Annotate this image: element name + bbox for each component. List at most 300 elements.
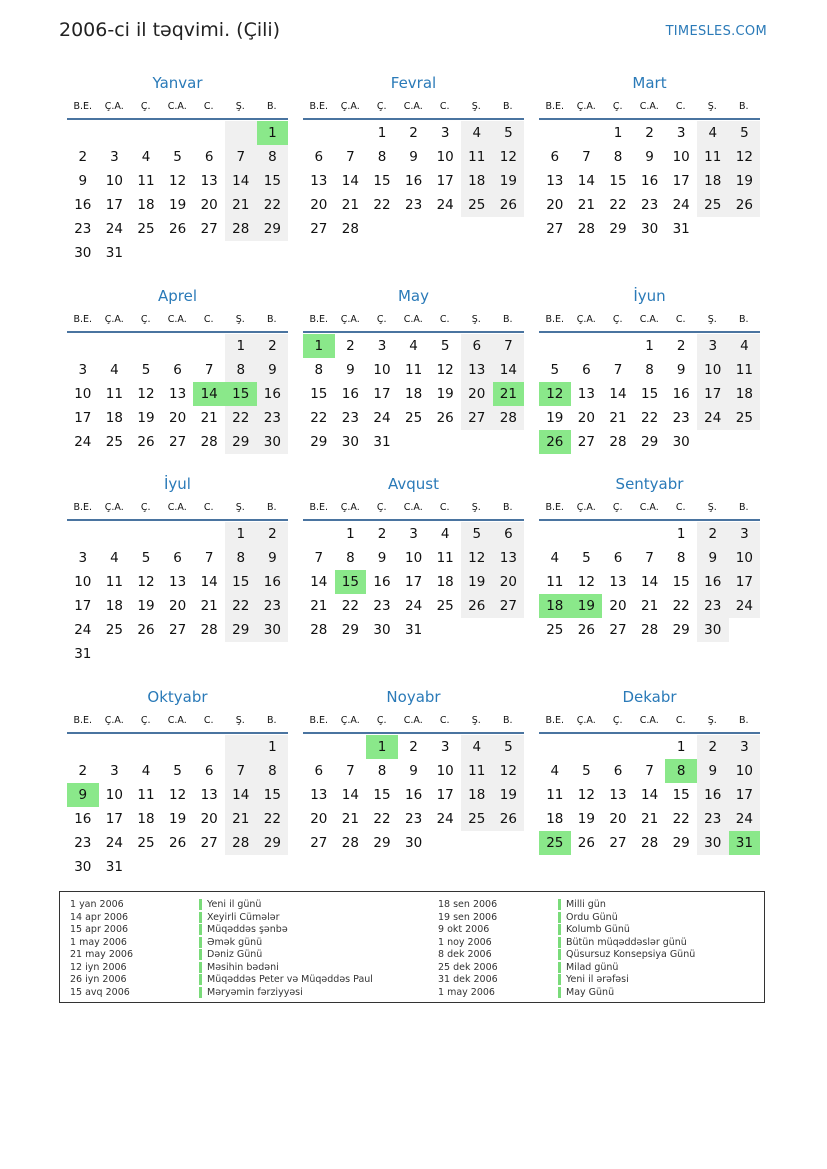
- legend-date: 1 yan 2006: [70, 899, 124, 910]
- day-cell: 24: [436, 811, 454, 827]
- weekday-label: B.E.: [73, 715, 93, 726]
- day-cell: 12: [493, 145, 525, 169]
- day-cell: 28: [200, 434, 218, 450]
- day-cell: 9: [697, 546, 729, 570]
- day-cell: 3: [110, 149, 119, 165]
- day-cell: 5: [493, 735, 525, 759]
- legend-holiday-name: Xeyirli Cümələr: [199, 912, 373, 925]
- weekday-label: B.: [502, 502, 513, 513]
- day-cell: 13: [546, 173, 564, 189]
- day-cell: 21: [200, 410, 218, 426]
- weekday-label: Ç.: [140, 314, 151, 325]
- weekday-label: Ç.A.: [104, 314, 124, 325]
- day-cell: 6: [613, 763, 623, 779]
- day-cell: 25: [137, 835, 155, 851]
- day-cell: 10: [373, 362, 391, 378]
- empty-day-cell: [571, 121, 603, 145]
- day-cell: 26: [729, 193, 761, 217]
- day-cell: 18: [461, 169, 493, 193]
- day-cell: 21: [640, 811, 659, 827]
- day-cell: 21: [341, 197, 359, 213]
- month-block: [303, 70, 524, 241]
- weekday-label: C.: [203, 502, 214, 513]
- day-cell: 14: [577, 173, 595, 189]
- day-cell: 3: [440, 739, 450, 755]
- day-cell: 7: [645, 550, 654, 566]
- holiday-day-cell: 12: [539, 382, 571, 406]
- day-cell: 10: [672, 149, 690, 165]
- legend-dates-left: [70, 899, 133, 999]
- month-name: May: [397, 287, 429, 305]
- day-cell: 24: [697, 406, 729, 430]
- day-cell: 1: [676, 739, 686, 755]
- day-cell: 16: [74, 811, 92, 827]
- day-grid: [67, 734, 288, 879]
- day-cell: 19: [436, 386, 454, 402]
- day-cell: 20: [577, 410, 595, 426]
- day-cell: 1: [613, 125, 623, 141]
- month-block: [67, 471, 288, 666]
- day-cell: 10: [729, 759, 761, 783]
- day-cell: 13: [310, 173, 328, 189]
- day-cell: 16: [257, 382, 289, 406]
- legend-date: 26 iyn 2006: [70, 974, 127, 985]
- weekday-label: B.: [266, 101, 277, 112]
- day-cell: 10: [74, 574, 92, 590]
- weekday-label: Ç.: [612, 314, 623, 325]
- day-cell: 29: [225, 618, 257, 642]
- empty-day-cell: [67, 121, 99, 145]
- day-cell: 13: [461, 358, 493, 382]
- day-cell: 4: [550, 550, 560, 566]
- day-cell: 26: [436, 410, 454, 426]
- day-cell: 19: [493, 783, 525, 807]
- day-cell: 29: [640, 434, 659, 450]
- holiday-day-cell: 15: [225, 382, 257, 406]
- day-cell: 11: [461, 759, 493, 783]
- legend-date: 25 dek 2006: [438, 961, 498, 973]
- day-cell: 3: [676, 125, 686, 141]
- month-name: İyul: [164, 475, 191, 493]
- legend-marker: [199, 962, 202, 973]
- empty-day-cell: [162, 121, 194, 145]
- day-grid: [67, 120, 288, 265]
- empty-day-cell: [99, 334, 131, 358]
- day-cell: 15: [310, 386, 328, 402]
- empty-day-cell: [539, 121, 571, 145]
- day-cell: 30: [257, 618, 289, 642]
- holiday-day-cell: 9: [67, 783, 99, 807]
- day-cell: 13: [609, 574, 627, 590]
- day-cell: 16: [697, 783, 729, 807]
- day-cell: 23: [640, 197, 659, 213]
- month-block: [539, 70, 760, 241]
- weekday-label: B.E.: [545, 101, 565, 112]
- day-grid: [303, 333, 524, 454]
- day-cell: 20: [168, 410, 187, 426]
- day-cell: 23: [404, 197, 423, 213]
- legend-marker: [199, 924, 202, 935]
- day-cell: 23: [257, 406, 289, 430]
- day-cell: 7: [225, 145, 257, 169]
- weekday-label: B.E.: [545, 314, 565, 325]
- weekday-label: Ş.: [471, 101, 481, 112]
- weekday-label: C.: [439, 314, 450, 325]
- day-cell: 14: [341, 787, 359, 803]
- day-cell: 2: [78, 763, 88, 779]
- day-cell: 27: [609, 622, 627, 638]
- day-cell: 9: [346, 362, 355, 378]
- day-cell: 24: [105, 835, 123, 851]
- empty-day-cell: [130, 735, 162, 759]
- day-cell: 23: [257, 594, 289, 618]
- day-cell: 22: [373, 197, 391, 213]
- weekday-label: C.A.: [167, 101, 187, 112]
- day-cell: 21: [640, 598, 659, 614]
- weekday-label: B.E.: [309, 502, 329, 513]
- day-cell: 20: [493, 570, 525, 594]
- day-cell: 9: [409, 149, 418, 165]
- day-cell: 21: [577, 197, 595, 213]
- day-cell: 17: [436, 173, 454, 189]
- day-grid: [67, 333, 288, 454]
- day-cell: 19: [168, 811, 187, 827]
- day-cell: 30: [341, 434, 359, 450]
- day-cell: 6: [204, 149, 214, 165]
- day-cell: 26: [577, 835, 595, 851]
- day-cell: 19: [493, 169, 525, 193]
- day-cell: 3: [110, 763, 119, 779]
- weekday-label: C.A.: [167, 314, 187, 325]
- day-cell: 13: [200, 173, 218, 189]
- day-cell: 4: [729, 334, 761, 358]
- day-cell: 20: [609, 598, 627, 614]
- weekday-label: Ç.: [140, 715, 151, 726]
- holiday-day-cell: 8: [665, 759, 697, 783]
- day-cell: 25: [105, 434, 123, 450]
- day-cell: 21: [225, 807, 257, 831]
- legend-date: 8 dek 2006: [438, 949, 492, 960]
- month-name: Oktyabr: [147, 688, 208, 706]
- day-cell: 20: [461, 382, 493, 406]
- weekday-header: [539, 96, 760, 120]
- day-cell: 27: [200, 835, 218, 851]
- day-cell: 18: [137, 811, 155, 827]
- day-cell: 3: [440, 125, 450, 141]
- day-cell: 19: [461, 570, 493, 594]
- day-cell: 29: [310, 434, 328, 450]
- day-cell: 30: [697, 618, 729, 642]
- day-cell: 7: [493, 334, 525, 358]
- day-cell: 12: [137, 386, 155, 402]
- weekday-label: Ç.: [612, 502, 623, 513]
- day-cell: 10: [105, 173, 123, 189]
- legend-marker: [199, 974, 202, 985]
- day-cell: 24: [74, 622, 92, 638]
- day-cell: 17: [404, 574, 423, 590]
- day-cell: 16: [341, 386, 359, 402]
- month-block: [539, 684, 760, 855]
- holiday-day-cell: 14: [193, 382, 225, 406]
- day-cell: 22: [257, 807, 289, 831]
- day-cell: 7: [225, 759, 257, 783]
- month-name: Noyabr: [386, 688, 441, 706]
- weekday-label: C.: [675, 101, 686, 112]
- day-grid: [539, 333, 760, 454]
- month-name: Sentyabr: [615, 475, 684, 493]
- day-cell: 28: [577, 221, 595, 237]
- day-cell: 22: [257, 193, 289, 217]
- day-cell: 14: [341, 173, 359, 189]
- day-cell: 29: [373, 835, 391, 851]
- day-cell: 9: [257, 358, 289, 382]
- day-cell: 30: [74, 245, 92, 261]
- weekday-label: C.A.: [403, 502, 423, 513]
- day-grid: [539, 120, 760, 241]
- day-cell: 16: [640, 173, 659, 189]
- day-cell: 11: [697, 145, 729, 169]
- day-cell: 12: [137, 574, 155, 590]
- day-cell: 16: [697, 570, 729, 594]
- empty-day-cell: [571, 735, 603, 759]
- day-cell: 15: [373, 173, 391, 189]
- day-cell: 14: [225, 783, 257, 807]
- day-cell: 24: [404, 598, 423, 614]
- legend-holiday-name: Dəniz Günü: [199, 949, 373, 962]
- day-cell: 1: [225, 334, 257, 358]
- legend-marker: [558, 962, 561, 973]
- weekday-label: B.E.: [309, 715, 329, 726]
- day-cell: 8: [377, 763, 387, 779]
- legend-date: 15 avq 2006: [70, 986, 130, 998]
- day-cell: 9: [409, 763, 418, 779]
- day-cell: 29: [257, 217, 289, 241]
- day-cell: 22: [310, 410, 328, 426]
- day-cell: 5: [729, 121, 761, 145]
- day-cell: 12: [461, 546, 493, 570]
- empty-day-cell: [634, 522, 666, 546]
- day-cell: 1: [346, 526, 355, 542]
- day-cell: 7: [204, 362, 214, 378]
- weekday-label: B.: [266, 715, 277, 726]
- day-cell: 9: [676, 362, 686, 378]
- day-cell: 4: [110, 362, 119, 378]
- empty-day-cell: [99, 522, 131, 546]
- day-cell: 11: [137, 173, 155, 189]
- day-cell: 2: [257, 334, 289, 358]
- weekday-header: [539, 309, 760, 333]
- day-cell: 5: [440, 338, 450, 354]
- day-cell: 15: [609, 173, 627, 189]
- legend-date: 9 okt 2006: [438, 924, 490, 935]
- weekday-header: [539, 497, 760, 521]
- weekday-label: B.E.: [73, 101, 93, 112]
- weekday-label: C.A.: [639, 314, 659, 325]
- weekday-header: [67, 96, 288, 120]
- day-cell: 27: [168, 434, 187, 450]
- day-cell: 13: [168, 386, 187, 402]
- day-cell: 16: [257, 570, 289, 594]
- legend-date: 15 apr 2006: [70, 924, 129, 935]
- day-cell: 30: [672, 434, 690, 450]
- day-cell: 23: [672, 410, 690, 426]
- empty-day-cell: [539, 334, 571, 358]
- day-cell: 7: [645, 763, 654, 779]
- day-cell: 31: [105, 245, 123, 261]
- day-cell: 5: [582, 550, 591, 566]
- weekday-header: [303, 710, 524, 734]
- legend-names-left: [199, 899, 373, 999]
- day-cell: 25: [436, 598, 454, 614]
- day-grid: [539, 734, 760, 855]
- day-cell: 14: [609, 386, 627, 402]
- day-cell: 22: [373, 811, 391, 827]
- day-cell: 30: [404, 835, 423, 851]
- day-cell: 15: [672, 787, 690, 803]
- day-cell: 9: [645, 149, 654, 165]
- day-cell: 28: [609, 434, 627, 450]
- day-cell: 21: [310, 598, 328, 614]
- day-cell: 8: [314, 362, 324, 378]
- day-cell: 19: [137, 410, 155, 426]
- empty-day-cell: [193, 334, 225, 358]
- holiday-legend: [59, 891, 765, 1003]
- month-block: [67, 684, 288, 879]
- day-cell: 2: [257, 522, 289, 546]
- day-cell: 4: [409, 338, 418, 354]
- day-cell: 7: [582, 149, 591, 165]
- day-cell: 31: [373, 434, 391, 450]
- weekday-header: [67, 309, 288, 333]
- empty-day-cell: [130, 522, 162, 546]
- day-cell: 6: [204, 763, 214, 779]
- weekday-label: C.A.: [167, 715, 187, 726]
- day-cell: 31: [105, 859, 123, 875]
- day-cell: 4: [440, 526, 450, 542]
- legend-date: 18 sen 2006: [438, 899, 498, 910]
- holiday-day-cell: 15: [335, 570, 367, 594]
- weekday-label: Ş.: [471, 715, 481, 726]
- legend-names-right: [558, 899, 695, 999]
- empty-day-cell: [303, 735, 335, 759]
- day-cell: 2: [697, 522, 729, 546]
- day-cell: 26: [137, 434, 155, 450]
- empty-day-cell: [539, 735, 571, 759]
- day-cell: 28: [493, 406, 525, 430]
- empty-day-cell: [303, 522, 335, 546]
- weekday-label: Ş.: [471, 502, 481, 513]
- day-cell: 24: [74, 434, 92, 450]
- legend-holiday-name: Kolumb Günü: [558, 924, 695, 937]
- day-cell: 11: [137, 787, 155, 803]
- day-cell: 23: [697, 594, 729, 618]
- weekday-label: Ş.: [235, 502, 245, 513]
- day-cell: 18: [105, 598, 123, 614]
- day-cell: 9: [697, 759, 729, 783]
- site-logo[interactable]: TIMESLES.COM: [665, 24, 767, 39]
- day-cell: 9: [377, 550, 387, 566]
- day-cell: 11: [105, 386, 123, 402]
- day-cell: 26: [137, 622, 155, 638]
- day-cell: 22: [640, 410, 659, 426]
- day-cell: 23: [341, 410, 359, 426]
- weekday-label: C.: [439, 502, 450, 513]
- day-cell: 23: [74, 835, 92, 851]
- day-cell: 24: [436, 197, 454, 213]
- legend-marker: [558, 974, 561, 985]
- legend-marker: [199, 937, 202, 948]
- day-cell: 10: [436, 763, 454, 779]
- day-cell: 29: [672, 835, 690, 851]
- day-cell: 8: [645, 362, 654, 378]
- weekday-label: B.E.: [545, 502, 565, 513]
- weekday-label: Ç.: [376, 101, 387, 112]
- day-cell: 29: [672, 622, 690, 638]
- day-cell: 27: [310, 835, 328, 851]
- day-cell: 17: [436, 787, 454, 803]
- empty-day-cell: [99, 735, 131, 759]
- day-cell: 14: [493, 358, 525, 382]
- day-cell: 20: [168, 598, 187, 614]
- weekday-label: C.A.: [639, 502, 659, 513]
- day-cell: 20: [609, 811, 627, 827]
- day-cell: 8: [257, 145, 289, 169]
- day-cell: 18: [461, 783, 493, 807]
- day-cell: 11: [546, 574, 564, 590]
- day-cell: 25: [546, 622, 564, 638]
- page-title: 2006-ci il təqvimi. (Çili): [59, 19, 281, 41]
- empty-day-cell: [602, 334, 634, 358]
- day-cell: 30: [697, 831, 729, 855]
- holiday-day-cell: 21: [493, 382, 525, 406]
- day-cell: 8: [346, 550, 355, 566]
- day-cell: 27: [461, 406, 493, 430]
- legend-date: 14 apr 2006: [70, 911, 129, 923]
- weekday-label: Ç.A.: [340, 502, 360, 513]
- day-cell: 12: [168, 173, 187, 189]
- month-name: İyun: [633, 287, 666, 305]
- holiday-day-cell: 26: [539, 430, 571, 454]
- day-cell: 31: [74, 646, 92, 662]
- weekday-label: B.: [502, 314, 513, 325]
- day-cell: 29: [257, 831, 289, 855]
- weekday-label: B.: [738, 502, 749, 513]
- legend-date: 21 may 2006: [70, 949, 134, 960]
- day-cell: 8: [225, 546, 257, 570]
- day-cell: 5: [141, 362, 151, 378]
- day-cell: 16: [373, 574, 391, 590]
- month-name: Avqust: [388, 475, 439, 493]
- day-cell: 28: [200, 622, 218, 638]
- month-block: [539, 283, 760, 454]
- weekday-label: Ç.A.: [340, 101, 360, 112]
- day-cell: 19: [729, 169, 761, 193]
- day-cell: 11: [546, 787, 564, 803]
- weekday-label: Ç.A.: [576, 314, 596, 325]
- weekday-label: C.: [675, 314, 686, 325]
- day-cell: 21: [200, 598, 218, 614]
- day-cell: 13: [310, 787, 328, 803]
- day-cell: 22: [225, 594, 257, 618]
- month-name: Fevral: [390, 74, 437, 92]
- day-cell: 9: [257, 546, 289, 570]
- weekday-label: B.: [738, 101, 749, 112]
- legend-holiday-name: Yeni il ərəfəsi: [558, 974, 695, 987]
- day-cell: 6: [314, 149, 324, 165]
- day-cell: 3: [697, 334, 729, 358]
- day-cell: 13: [200, 787, 218, 803]
- day-cell: 18: [729, 382, 761, 406]
